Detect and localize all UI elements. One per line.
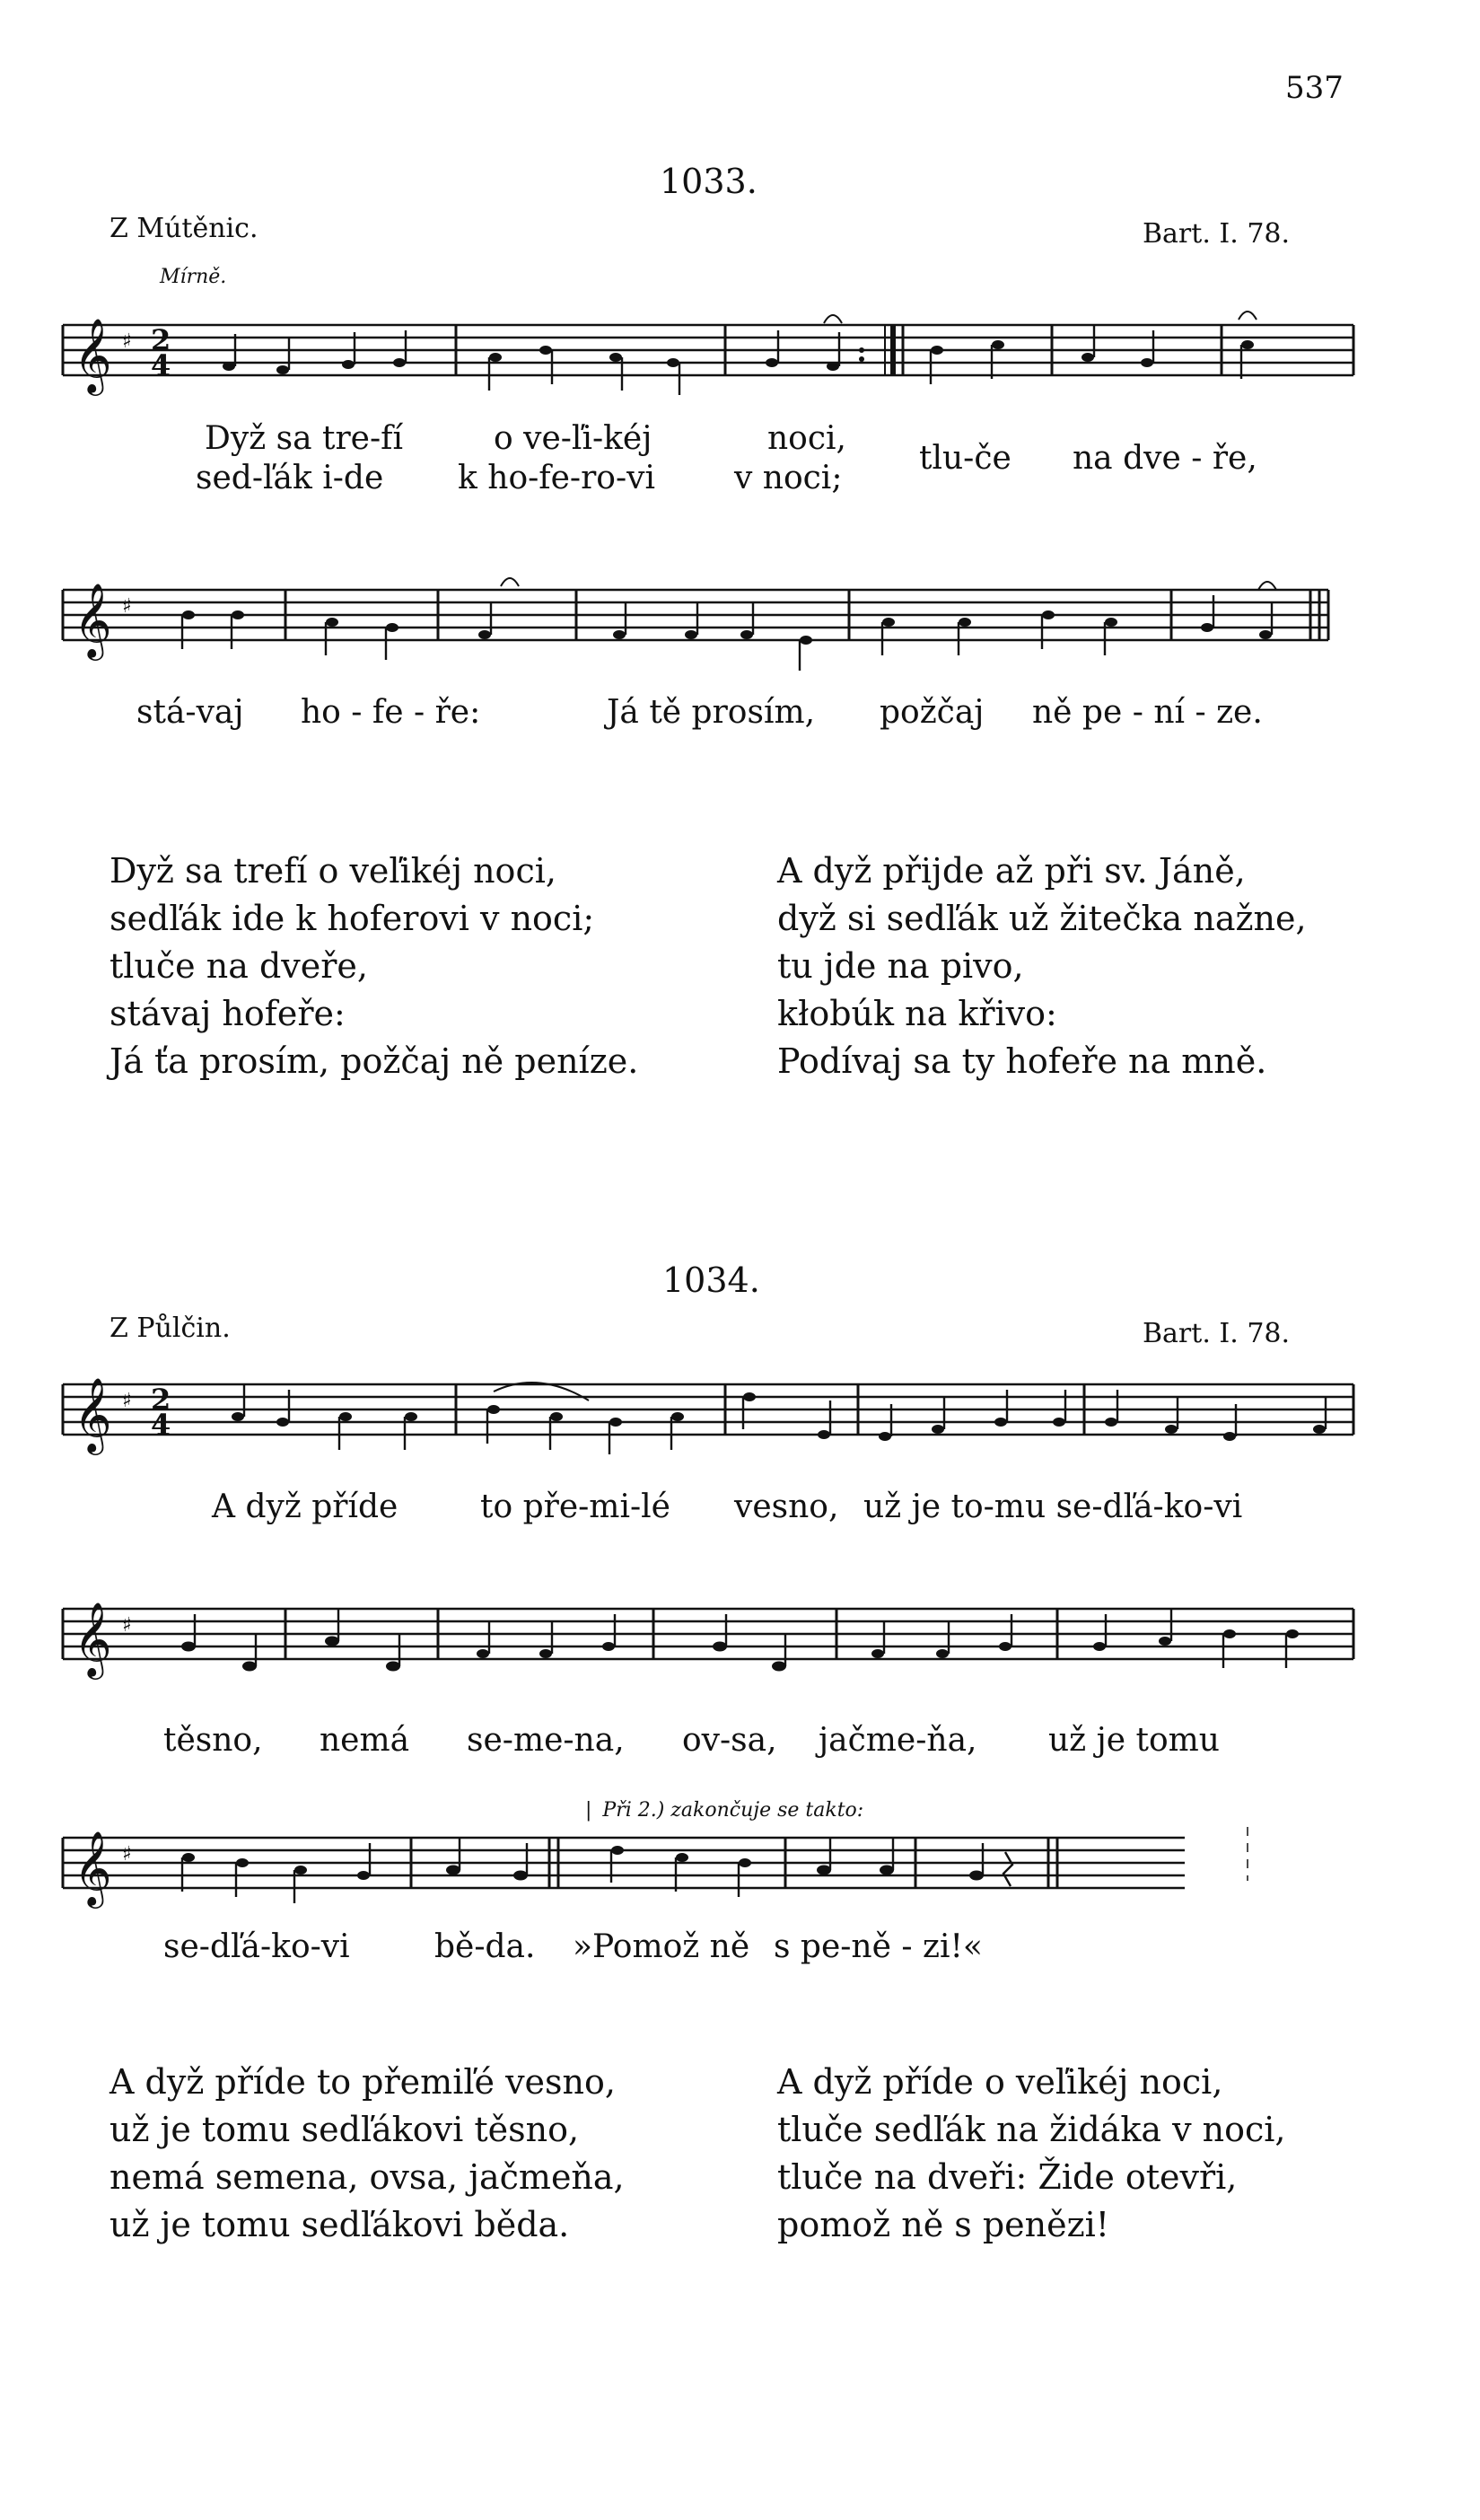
lyric-syllables: noci,: [767, 420, 846, 457]
lyric-syllables: sed-ľák i-de: [196, 460, 384, 496]
verse-line: A dyž přijde až při sv. Jáně,: [777, 851, 1246, 891]
time-signature-top: 2: [151, 1383, 171, 1417]
lyric-syllables: s pe-ně - zi!«: [774, 1928, 983, 1965]
verse-line: tluče na dveři: Žide otevři,: [777, 2157, 1238, 2197]
verse-line: tu jde na pivo,: [777, 946, 1024, 986]
svg-text:𝄞: 𝄞: [74, 1830, 112, 1905]
lyric-syllables: požčaj: [880, 694, 985, 731]
song-reference: Bart. I. 78.: [1143, 218, 1291, 250]
lyric-syllables: v noci;: [734, 460, 843, 496]
lyric-syllables: vesno,: [734, 1488, 839, 1525]
lyric-syllables: »Pomož ně: [573, 1928, 750, 1965]
svg-text:♯: ♯: [122, 330, 132, 353]
svg-text:𝄞: 𝄞: [74, 317, 112, 392]
verse-line: už je tomu sedľákovi běda.: [109, 2205, 570, 2244]
song-origin: Z Mútěnic.: [109, 213, 258, 244]
lyric-syllables: ov-sa,: [682, 1722, 777, 1759]
verse-block-right: [777, 2059, 1286, 2249]
lyric-syllables: o ve-ľi-kéj: [494, 420, 652, 457]
lyric-syllables: už je to-mu se-dľá-ko-vi: [863, 1488, 1243, 1525]
verse-line: nemá semena, ovsa, jačmeňa,: [109, 2157, 625, 2197]
time-signature-bottom: 4: [151, 348, 171, 382]
verse-block-left: [109, 847, 638, 1085]
song-origin: Z Půlčin.: [109, 1313, 231, 1344]
lyric-syllables: ně pe - ní - ze.: [1032, 694, 1263, 731]
lyric-syllables: bě-da.: [434, 1928, 536, 1965]
verse-line: sedľák ide k hoferovi v noci;: [109, 899, 595, 938]
song-number: 1033.: [660, 162, 758, 201]
music-staff: [54, 1365, 1373, 1463]
verse-line: Podívaj sa ty hofeře na mně.: [777, 1041, 1267, 1081]
time-signature-top: 2: [151, 323, 171, 357]
svg-text:𝄞: 𝄞: [74, 1376, 112, 1452]
svg-text:𝄞: 𝄞: [74, 1601, 112, 1676]
lyric-syllables: se-me-na,: [467, 1722, 625, 1759]
svg-text:𝄞: 𝄞: [74, 582, 112, 657]
time-signature-bottom: 4: [151, 1408, 171, 1442]
verse-line: pomož ně s penězi!: [777, 2205, 1110, 2244]
verse-line: už je tomu sedľákovi těsno,: [109, 2110, 580, 2149]
lyric-syllables: jačme-ňa,: [819, 1722, 977, 1759]
lyric-syllables: A dyž příde: [212, 1488, 398, 1525]
verse-line: tluče na dveře,: [109, 946, 368, 986]
lyric-syllables: stá-vaj: [136, 694, 244, 731]
lyric-syllables: už je tomu: [1048, 1722, 1220, 1759]
music-staff: [54, 1589, 1373, 1688]
song-number: 1034.: [662, 1260, 760, 1300]
verse-block-right: [777, 847, 1307, 1085]
lyric-syllables: Dyž sa tre-fí: [205, 420, 403, 457]
verse-block-left: [109, 2059, 625, 2249]
lyric-syllables: k ho-fe-ro-vi: [458, 460, 655, 496]
lyric-syllables: na dve - ře,: [1073, 440, 1257, 477]
svg-text:♯: ♯: [122, 1390, 132, 1412]
lyric-syllables: to pře-mi-lé: [480, 1488, 670, 1525]
music-staff: [54, 570, 1373, 669]
tempo-marking: Mírně.: [160, 266, 227, 288]
ending-annotation: | Při 2.) zakončuje se takto:: [585, 1799, 864, 1822]
lyric-syllables: se-dľá-ko-vi: [163, 1928, 350, 1965]
verse-line: dyž si sedľák už žitečka nažne,: [777, 899, 1307, 938]
svg-text:♯: ♯: [122, 1614, 132, 1637]
lyric-syllables: těsno,: [163, 1722, 263, 1759]
music-staff: [54, 1818, 1373, 1917]
verse-line: kłobúk na křivo:: [777, 994, 1057, 1033]
verse-line: Dyž sa trefí o veľikéj noci,: [109, 851, 556, 891]
verse-line: Já ťa prosím, požčaj ně peníze.: [109, 1041, 639, 1081]
svg-text:♯: ♯: [122, 1843, 132, 1866]
verse-line: stávaj hofeře:: [109, 994, 346, 1033]
page-number: 537: [1285, 70, 1344, 106]
music-staff: [54, 305, 1373, 404]
verse-line: A dyž příde o veľikéj noci,: [777, 2062, 1223, 2102]
svg-text:♯: ♯: [122, 595, 132, 618]
lyric-syllables: nemá: [320, 1722, 410, 1759]
lyric-syllables: tlu-če: [919, 440, 1011, 477]
verse-line: A dyž příde to přemiľé vesno,: [109, 2062, 616, 2102]
lyric-syllables: Já tě prosím,: [607, 694, 816, 731]
lyric-syllables: ho - fe - ře:: [301, 694, 481, 731]
verse-line: tluče sedľák na židáka v noci,: [777, 2110, 1286, 2149]
song-reference: Bart. I. 78.: [1143, 1318, 1291, 1349]
